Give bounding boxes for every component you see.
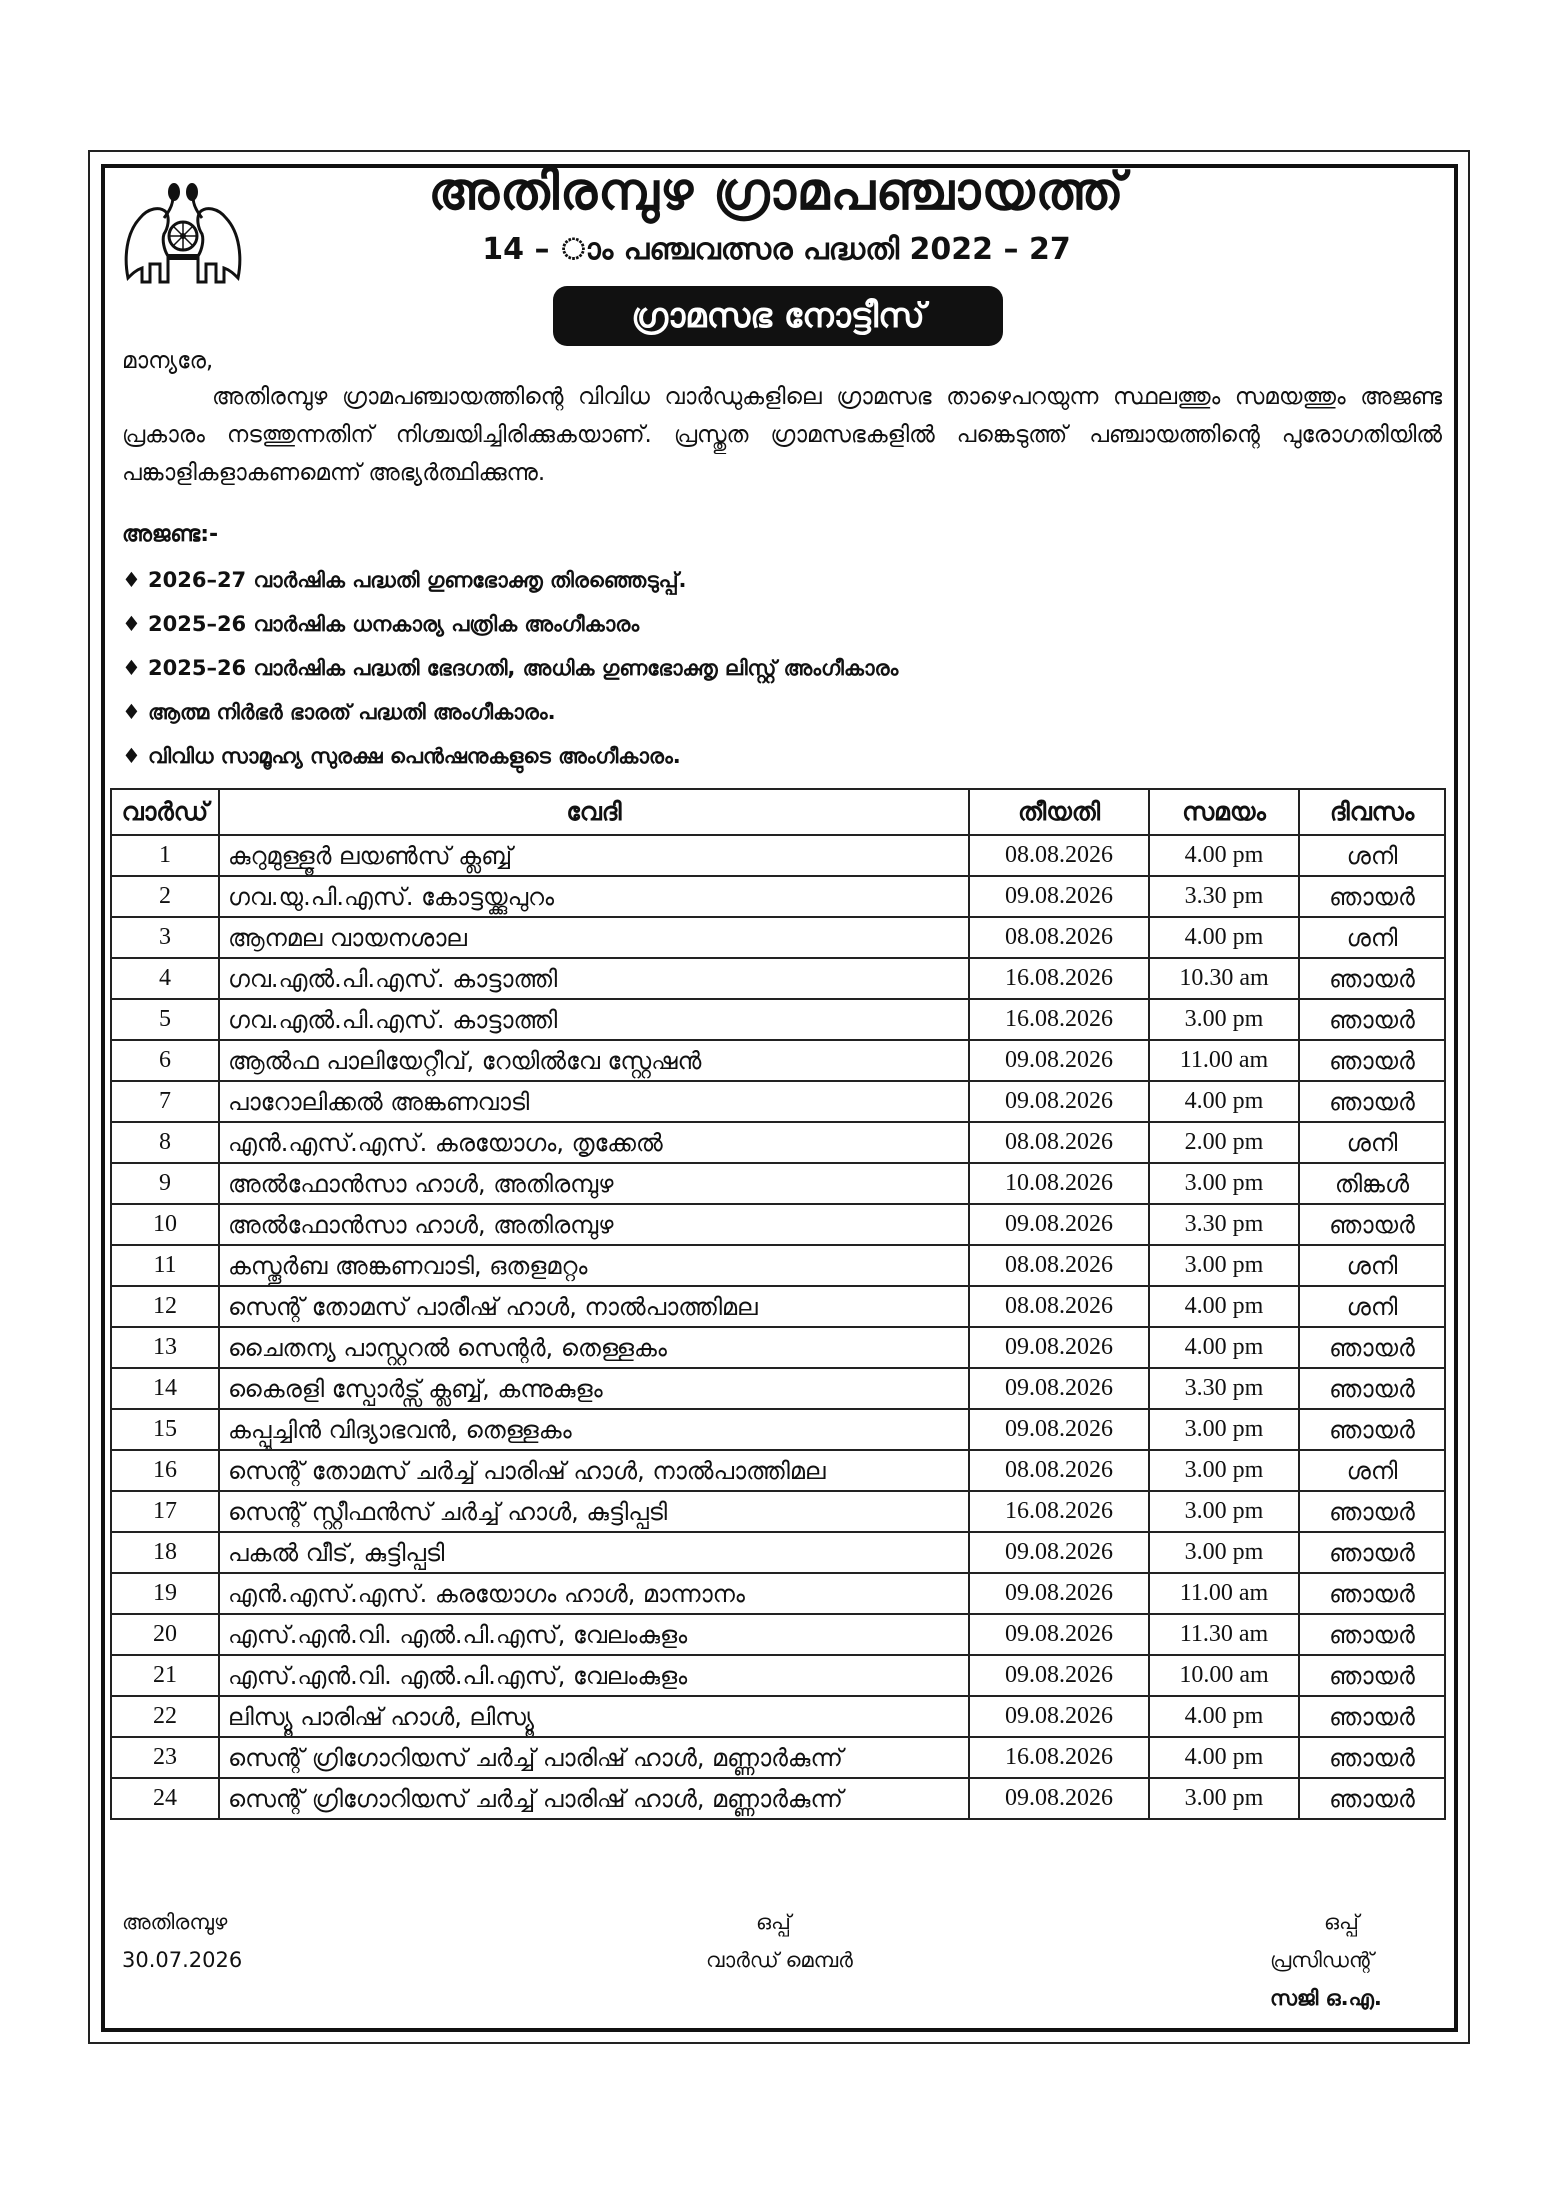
ward-number-cell: 16 [111,1450,219,1491]
table-row [111,876,1445,917]
time-cell: 3.00 pm [1149,1409,1299,1450]
diamond-bullet-icon: ♦ [122,744,141,768]
date-cell: 16.08.2026 [969,999,1149,1040]
venue-cell: സെന്റ് സ്റ്റീഫൻസ് ചർച്ച് ഹാൾ, കുട്ടിപ്പടി [219,1491,969,1532]
column-header-date: തീയതി [969,789,1149,835]
time-cell: 3.00 pm [1149,1532,1299,1573]
table-row [111,1532,1445,1573]
agenda-title: അജണ്ട:- [122,522,219,547]
salutation: മാന്യരേ, [122,348,214,374]
date-cell: 16.08.2026 [969,958,1149,999]
time-cell: 3.00 pm [1149,1491,1299,1532]
day-cell: തിങ്കൾ [1299,1163,1445,1204]
ward-number-cell: 2 [111,876,219,917]
venue-cell: അൽഫോൻസാ ഹാൾ, അതിരമ്പുഴ [219,1204,969,1245]
agenda-item: ♦ 2025–26 വാർഷിക ധനകാര്യ പത്രിക അംഗീകാരം [122,604,898,648]
table-row [111,1614,1445,1655]
intro-paragraph-text: അതിരമ്പുഴ ഗ്രാമപഞ്ചായത്തിന്റെ വിവിധ വാർഡുകളിലെ ഗ്രാമസഭ താഴെപറയുന്ന സ്ഥലത്തും സമയത്തും അജണ്ട പ്രകാരം നടത്തുന്നതിന് നിശ്ചയിച്ചിരിക്കുകയാണ്. പ്രസ്തുത ഗ്രാമസഭകളിൽ പങ്കെടുത്ത് പഞ്ചായത്തിന്റെ പുരോഗതിയിൽ പങ്കാളികളാകണമെന്ന് അഭ്യർത്ഥിക്കുന്നു. [122,384,1442,486]
ward-number-cell: 19 [111,1573,219,1614]
ward-number-cell: 9 [111,1163,219,1204]
day-cell: ശനി [1299,1245,1445,1286]
time-cell: 4.00 pm [1149,835,1299,876]
ward-number-cell: 22 [111,1696,219,1737]
time-cell: 10.00 am [1149,1655,1299,1696]
ward-member-title: വാർഡ് മെമ്പർ [706,1948,853,1972]
president-title: പ്രസിഡന്റ് [1270,1948,1374,1972]
table-row [111,1327,1445,1368]
time-cell: 4.00 pm [1149,1081,1299,1122]
date-cell: 09.08.2026 [969,1655,1149,1696]
plan-subtitle: 14 – ാം പഞ്ചവത്സര പദ്ധതി 2022 – 27 [482,232,1071,267]
day-cell: ഞായർ [1299,1409,1445,1450]
ward-number-cell: 17 [111,1491,219,1532]
venue-cell: കുറുമുള്ളൂർ ലയൺസ് ക്ലബ്ബ് [219,835,969,876]
time-cell: 3.30 pm [1149,1204,1299,1245]
venue-cell: പകൽ വീട്, കുട്ടിപ്പടി [219,1532,969,1573]
ward-number-cell: 23 [111,1737,219,1778]
venue-cell: സെന്റ് ഗ്രിഗോറിയസ് ചർച്ച് പാരിഷ് ഹാൾ, മണ്ണാർകുന്ന് [219,1778,969,1819]
date-cell: 08.08.2026 [969,1245,1149,1286]
venue-cell: സെന്റ് ഗ്രിഗോറിയസ് ചർച്ച് പാരിഷ് ഹാൾ, മണ്ണാർകുന്ന് [219,1737,969,1778]
date-cell: 09.08.2026 [969,876,1149,917]
venue-cell: സെന്റ് തോമസ് പാരീഷ് ഹാൾ, നാൽപാത്തിമല [219,1286,969,1327]
table-row [111,1368,1445,1409]
column-header-day: ദിവസം [1299,789,1445,835]
ward-number-cell: 15 [111,1409,219,1450]
table-row [111,1245,1445,1286]
table-header-row [111,789,1445,835]
venue-cell: ഗവ.എൽ.പി.എസ്. കാട്ടാത്തി [219,958,969,999]
table-row [111,1778,1445,1819]
time-cell: 3.00 pm [1149,1245,1299,1286]
ward-number-cell: 4 [111,958,219,999]
date-cell: 09.08.2026 [969,1778,1149,1819]
venue-cell: ആൽഫ പാലിയേറ്റീവ്, റേയിൽവേ സ്റ്റേഷൻ [219,1040,969,1081]
time-cell: 3.30 pm [1149,876,1299,917]
time-cell: 10.30 am [1149,958,1299,999]
time-cell: 3.00 pm [1149,1450,1299,1491]
diamond-bullet-icon: ♦ [122,568,141,592]
date-cell: 09.08.2026 [969,1081,1149,1122]
date-cell: 09.08.2026 [969,1327,1149,1368]
footer-date: 30.07.2026 [122,1948,243,1972]
table-row [111,1204,1445,1245]
date-cell: 09.08.2026 [969,1696,1149,1737]
date-cell: 08.08.2026 [969,917,1149,958]
time-cell: 4.00 pm [1149,1696,1299,1737]
diamond-bullet-icon: ♦ [122,612,141,636]
agenda-item: ♦ ആത്മ നിർഭർ ഭാരത് പദ്ധതി അംഗീകാരം. [122,692,898,736]
diamond-bullet-icon: ♦ [122,700,141,724]
date-cell: 08.08.2026 [969,1286,1149,1327]
venue-cell: പാറോലിക്കൽ അങ്കണവാടി [219,1081,969,1122]
table-row [111,1081,1445,1122]
venue-cell: കസ്തൂർബ അങ്കണവാടി, ഒതളമറ്റം [219,1245,969,1286]
day-cell: ശനി [1299,917,1445,958]
venue-cell: ആനമല വായനശാല [219,917,969,958]
ward-number-cell: 1 [111,835,219,876]
time-cell: 11.00 am [1149,1040,1299,1081]
table-row [111,835,1445,876]
table-row [111,1573,1445,1614]
day-cell: ശനി [1299,1286,1445,1327]
day-cell: ശനി [1299,835,1445,876]
notice-banner: ഗ്രാമസഭ നോട്ടീസ് [553,286,1003,346]
day-cell: ഞായർ [1299,1081,1445,1122]
ward-number-cell: 3 [111,917,219,958]
venue-cell: സെന്റ് തോമസ് ചർച്ച് പാരിഷ് ഹാൾ, നാൽപാത്തിമല [219,1450,969,1491]
table-row [111,917,1445,958]
agenda-item: ♦ 2025–26 വാർഷിക പദ്ധതി ഭേദഗതി, അധിക ഗുണഭോക്തൃ ലിസ്റ്റ് അംഗീകാരം [122,648,898,692]
venue-cell: അൽഫോൻസാ ഹാൾ, അതിരമ്പുഴ [219,1163,969,1204]
date-cell: 08.08.2026 [969,1450,1149,1491]
ward-number-cell: 5 [111,999,219,1040]
table-row [111,1163,1445,1204]
agenda-list [122,560,898,780]
time-cell: 3.00 pm [1149,999,1299,1040]
date-cell: 10.08.2026 [969,1163,1149,1204]
venue-cell: എസ്.എൻ.വി. എൽ.പി.എസ്, വേലംകുളം [219,1655,969,1696]
date-cell: 09.08.2026 [969,1573,1149,1614]
day-cell: ഞായർ [1299,958,1445,999]
time-cell: 3.30 pm [1149,1368,1299,1409]
ward-number-cell: 20 [111,1614,219,1655]
ward-number-cell: 8 [111,1122,219,1163]
date-cell: 09.08.2026 [969,1409,1149,1450]
time-cell: 3.00 pm [1149,1163,1299,1204]
date-cell: 16.08.2026 [969,1491,1149,1532]
table-row [111,1655,1445,1696]
ward-number-cell: 10 [111,1204,219,1245]
diamond-bullet-icon: ♦ [122,656,141,680]
table-row [111,1409,1445,1450]
ward-number-cell: 14 [111,1368,219,1409]
day-cell: ഞായർ [1299,1532,1445,1573]
ward-number-cell: 6 [111,1040,219,1081]
time-cell: 4.00 pm [1149,1327,1299,1368]
ward-number-cell: 21 [111,1655,219,1696]
table-row [111,1696,1445,1737]
date-cell: 08.08.2026 [969,835,1149,876]
date-cell: 09.08.2026 [969,1040,1149,1081]
table-row [111,1122,1445,1163]
venue-cell: ചൈതന്യ പാസ്റ്ററൽ സെന്റർ, തെള്ളകം [219,1327,969,1368]
president-name: സജി ഒ.എ. [1270,1986,1382,2010]
page-title: അതിരമ്പുഴ ഗ്രാമപഞ്ചായത്ത് [428,162,1125,222]
day-cell: ഞായർ [1299,876,1445,917]
date-cell: 16.08.2026 [969,1737,1149,1778]
time-cell: 4.00 pm [1149,1286,1299,1327]
ward-number-cell: 11 [111,1245,219,1286]
venue-cell: എസ്.എൻ.വി. എൽ.പി.എസ്, വേലംകുളം [219,1614,969,1655]
date-cell: 09.08.2026 [969,1368,1149,1409]
day-cell: ഞായർ [1299,1614,1445,1655]
table-row [111,1737,1445,1778]
time-cell: 11.30 am [1149,1614,1299,1655]
venue-cell: എൻ.എസ്.എസ്. കരയോഗം ഹാൾ, മാന്നാനം [219,1573,969,1614]
time-cell: 4.00 pm [1149,917,1299,958]
table-row [111,1491,1445,1532]
venue-cell: ഗവ.എൽ.പി.എസ്. കാട്ടാത്തി [219,999,969,1040]
agenda-item: ♦ വിവിധ സാമൂഹ്യ സുരക്ഷ പെൻഷനുകളുടെ അംഗീകാരം. [122,736,898,780]
time-cell: 4.00 pm [1149,1737,1299,1778]
column-header-venue: വേദി [219,789,969,835]
ward-member-signature: ഒപ്പ് [756,1910,791,1934]
venue-cell: ഗവ.യു.പി.എസ്. കോട്ടയ്ക്കുപുറം [219,876,969,917]
ward-schedule-table [110,788,1446,1820]
table-row [111,958,1445,999]
ward-number-cell: 13 [111,1327,219,1368]
day-cell: ഞായർ [1299,1040,1445,1081]
ward-number-cell: 18 [111,1532,219,1573]
venue-cell: കൈരളി സ്പോർട്സ് ക്ലബ്ബ്, കന്നുകുളം [219,1368,969,1409]
venue-cell: കപ്പൂച്ചിൻ വിദ്യാഭവൻ, തെള്ളകം [219,1409,969,1450]
venue-cell: ലിസ്യൂ പാരിഷ് ഹാൾ, ലിസ്യൂ [219,1696,969,1737]
day-cell: ഞായർ [1299,1778,1445,1819]
date-cell: 09.08.2026 [969,1614,1149,1655]
day-cell: ശനി [1299,1122,1445,1163]
day-cell: ഞായർ [1299,1204,1445,1245]
date-cell: 08.08.2026 [969,1122,1149,1163]
ward-number-cell: 7 [111,1081,219,1122]
day-cell: ഞായർ [1299,999,1445,1040]
agenda-item: ♦ 2026–27 വാർഷിക പദ്ധതി ഗുണഭോക്തൃ തിരഞ്ഞെടുപ്പ്. [122,560,898,604]
time-cell: 2.00 pm [1149,1122,1299,1163]
date-cell: 09.08.2026 [969,1204,1149,1245]
day-cell: ഞായർ [1299,1327,1445,1368]
time-cell: 11.00 am [1149,1573,1299,1614]
table-row [111,999,1445,1040]
day-cell: ഞായർ [1299,1573,1445,1614]
table-row [111,1040,1445,1081]
table-row [111,1286,1445,1327]
column-header-ward: വാർഡ് [111,789,219,835]
day-cell: ഞായർ [1299,1491,1445,1532]
time-cell: 3.00 pm [1149,1778,1299,1819]
day-cell: ഞായർ [1299,1696,1445,1737]
day-cell: ശനി [1299,1450,1445,1491]
ward-number-cell: 12 [111,1286,219,1327]
president-signature: ഒപ്പ് [1324,1910,1359,1934]
intro-paragraph [122,378,1442,492]
column-header-time: സമയം [1149,789,1299,835]
ward-number-cell: 24 [111,1778,219,1819]
table-row [111,1450,1445,1491]
day-cell: ഞായർ [1299,1368,1445,1409]
venue-cell: എൻ.എസ്.എസ്. കരയോഗം, തൃക്കേൽ [219,1122,969,1163]
footer-place: അതിരമ്പുഴ [122,1910,228,1934]
day-cell: ഞായർ [1299,1737,1445,1778]
date-cell: 09.08.2026 [969,1532,1149,1573]
day-cell: ഞായർ [1299,1655,1445,1696]
